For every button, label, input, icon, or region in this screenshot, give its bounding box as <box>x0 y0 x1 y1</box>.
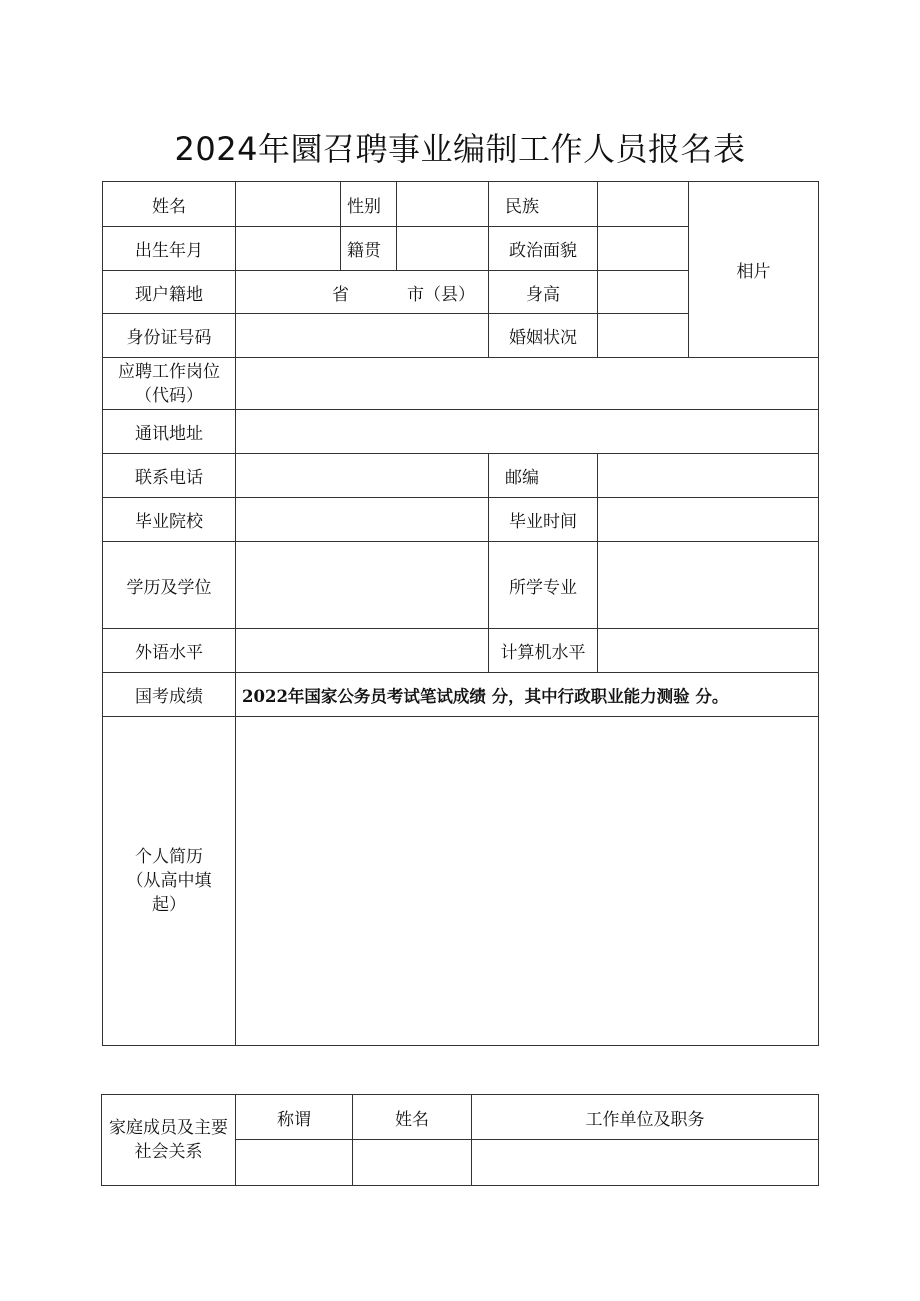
relation-header: 称谓 <box>236 1095 353 1140</box>
major-field[interactable] <box>598 542 819 629</box>
work-unit-field[interactable] <box>472 1140 819 1186</box>
exam-score-statement[interactable]: 2022年国家公务员考试笔试成绩 分，其中行政职业能力测验 分。 <box>236 673 819 717</box>
work-unit-header: 工作单位及职务 <box>472 1095 819 1140</box>
resume-label-line1: 个人简历 <box>135 847 203 867</box>
native-place-label: 籍贯 <box>341 227 397 271</box>
residence-field[interactable] <box>236 271 489 314</box>
name-label: 姓名 <box>103 182 236 227</box>
gender-label: 性别 <box>341 182 397 227</box>
phone-label: 联系电话 <box>103 454 236 498</box>
residence-label: 现户籍地 <box>103 271 236 314</box>
marital-status-label: 婚姻状况 <box>489 314 598 358</box>
position-label-line1: 应聘工作岗位 <box>118 361 220 382</box>
member-name-header: 姓名 <box>353 1095 472 1140</box>
computer-level-label: 计算机水平 <box>489 629 598 673</box>
foreign-language-label: 外语水平 <box>103 629 236 673</box>
family-label-line1: 家庭成员及主要 <box>109 1118 228 1138</box>
position-label <box>103 358 236 410</box>
address-label: 通讯地址 <box>103 410 236 454</box>
computer-level-field[interactable] <box>598 629 819 673</box>
postcode-label: 邮编 <box>489 454 598 498</box>
position-field[interactable] <box>236 358 819 410</box>
school-field[interactable] <box>236 498 489 542</box>
name-field[interactable] <box>236 182 341 227</box>
id-number-field[interactable] <box>236 314 489 358</box>
foreign-language-field[interactable] <box>236 629 489 673</box>
id-number-label: 身份证号码 <box>103 314 236 358</box>
graduation-time-field[interactable] <box>598 498 819 542</box>
position-label-line2: （代码） <box>135 385 203 406</box>
political-status-label: 政治面貌 <box>489 227 598 271</box>
birth-date-label: 出生年月 <box>103 227 236 271</box>
registration-form-table <box>102 181 819 1046</box>
political-status-field[interactable] <box>598 227 689 271</box>
city-county-label: 市（县） <box>407 284 475 305</box>
gender-field[interactable] <box>397 182 489 227</box>
address-field[interactable] <box>236 410 819 454</box>
member-name-field[interactable] <box>353 1140 472 1186</box>
province-label: 省 <box>332 284 349 305</box>
birth-date-field[interactable] <box>236 227 341 271</box>
photo-box[interactable]: 相片 <box>689 182 819 358</box>
native-place-field[interactable] <box>397 227 489 271</box>
resume-label-line3: 起） <box>152 895 186 915</box>
family-label <box>102 1095 236 1186</box>
major-label: 所学专业 <box>489 542 598 629</box>
resume-label-line2: （从高中填 <box>126 871 212 891</box>
resume-label <box>103 717 236 1046</box>
exam-score-label: 国考成绩 <box>103 673 236 717</box>
height-label: 身高 <box>489 271 598 314</box>
height-field[interactable] <box>598 271 689 314</box>
family-label-line2: 社会关系 <box>134 1142 203 1162</box>
form-title: 2024年圜召聘事业编制工作人员报名表 <box>174 130 746 168</box>
graduation-time-label: 毕业时间 <box>489 498 598 542</box>
phone-field[interactable] <box>236 454 489 498</box>
ethnicity-label: 民族 <box>489 182 598 227</box>
family-relations-table <box>101 1094 819 1186</box>
school-label: 毕业院校 <box>103 498 236 542</box>
degree-field[interactable] <box>236 542 489 629</box>
postcode-field[interactable] <box>598 454 819 498</box>
ethnicity-field[interactable] <box>598 182 689 227</box>
marital-status-field[interactable] <box>598 314 689 358</box>
relation-field[interactable] <box>236 1140 353 1186</box>
resume-field[interactable] <box>236 717 819 1046</box>
degree-label: 学历及学位 <box>103 542 236 629</box>
